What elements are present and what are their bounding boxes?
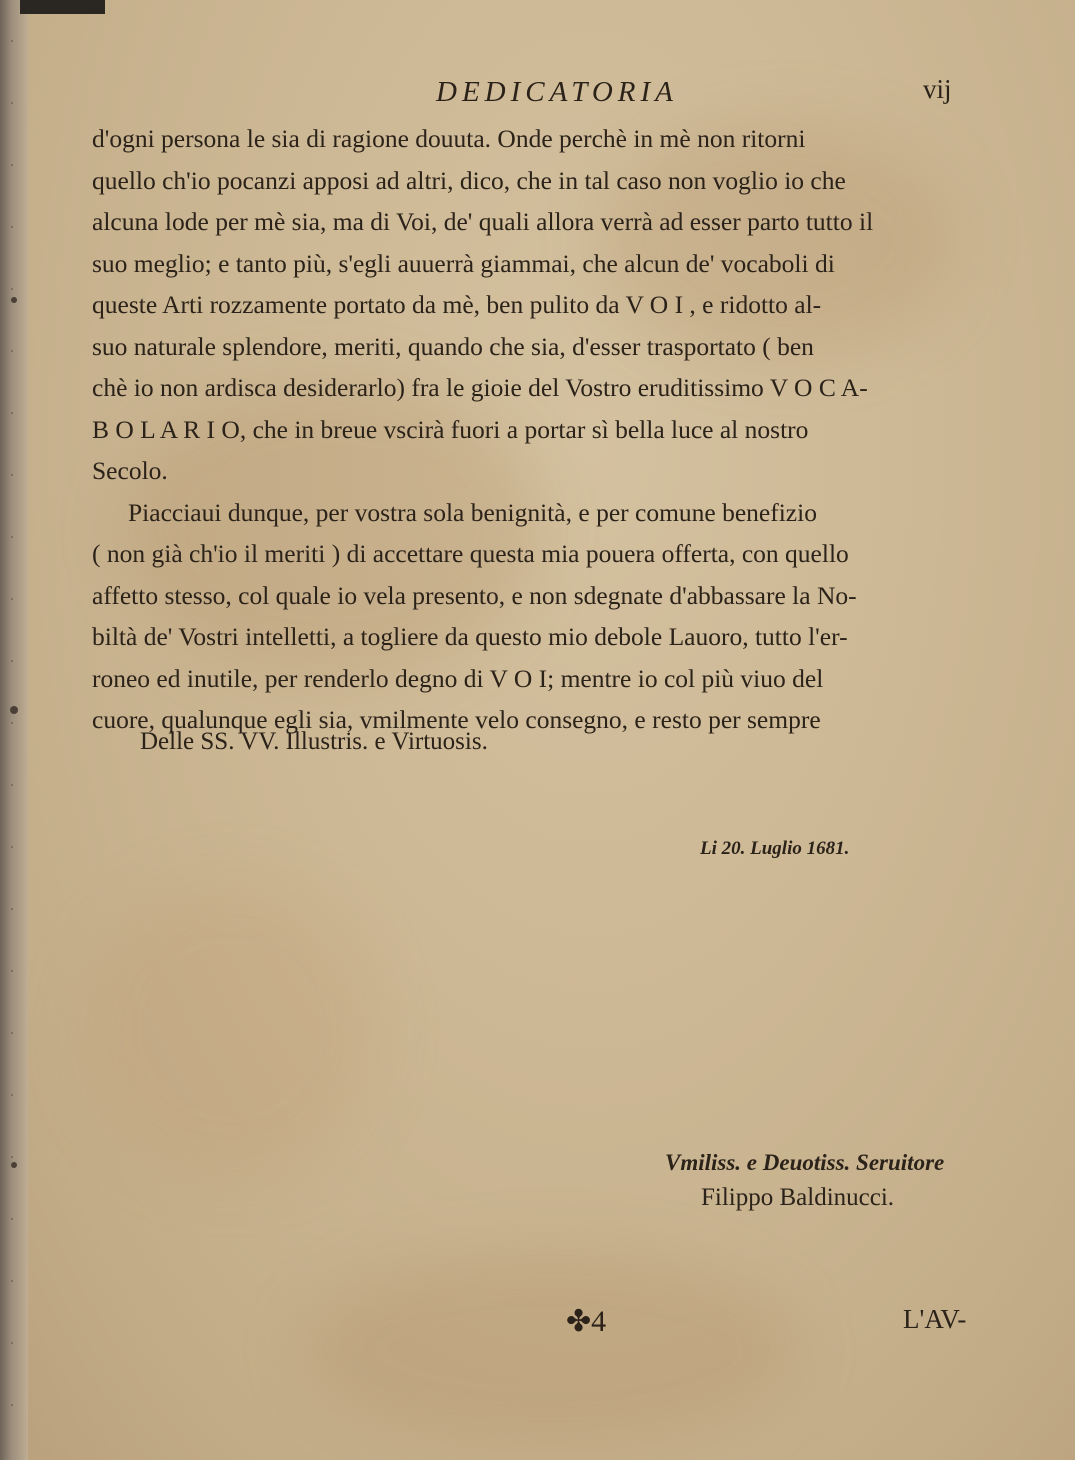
text-line: suo meglio; e tanto più, s'egli auuerrà giammai, che alcun de' vocaboli di	[92, 248, 835, 278]
text-line: chè io non ardisca desiderarlo) fra le gioie del Vostro eruditissimo V O C A-	[92, 373, 868, 402]
paper-stain	[300, 1250, 800, 1450]
signature-block	[665, 1150, 944, 1212]
text-line: quello ch'io pocanzi apposi ad altri, dico, che in tal caso non voglio io che	[92, 165, 846, 195]
signature-name: Filippo Baldinucci.	[701, 1184, 895, 1211]
closing-salutation: Delle SS. VV. Illustris. e Virtuosis.	[140, 728, 488, 755]
page-header	[0, 72, 1075, 112]
text-line: biltà de' Vostri intelletti, a togliere da questo mio debole Lauoro, tutto l'er-	[92, 622, 848, 651]
text-line: queste Arti rozzamente portato da mè, ben pulito da V O I , e ridotto al-	[92, 290, 822, 319]
text-line: affetto stesso, col quale io vela presento, e non sdegnate d'abbassare la No-	[92, 580, 857, 610]
text-line: Secolo.	[92, 456, 168, 485]
signature-title: Vmiliss. e Deuotiss. Seruitore	[665, 1150, 945, 1175]
text-line: B O L A R I O, che in breue vscirà fuori a portar sì bella luce al nostro	[92, 414, 809, 444]
text-line: suo naturale splendore, meriti, quando che sia, d'esser trasportato ( ben	[92, 331, 814, 361]
text-line: alcuna lode per mè sia, ma di Voi, de' quali allora verrà ad esser parto tutto il	[92, 207, 874, 236]
text-line: Piacciaui dunque, per vostra sola benignità, e per comune benefizio	[128, 497, 817, 527]
letter-date: Li 20. Luglio 1681.	[700, 838, 850, 859]
catchword: L'AV-	[903, 1304, 967, 1334]
text-line: d'ogni persona le sia di ragione douuta. Onde perchè in mè non ritorni	[92, 124, 806, 153]
running-head: DEDICATORIA	[436, 76, 678, 108]
top-edge-shadow	[20, 0, 105, 14]
body-text	[92, 118, 1002, 741]
signature-mark: ✤4	[566, 1305, 607, 1338]
binding-stitch-marks	[4, 0, 24, 1460]
text-line: cuore, qualunque egli sia, vmilmente velo consegno, e resto per sempre	[92, 705, 821, 734]
text-line: ( non già ch'io il meriti ) di accettare questa mia pouera offerta, con quello	[92, 539, 849, 568]
paper-stain	[80, 880, 380, 1180]
folio-number: vij	[923, 74, 952, 104]
text-line: roneo ed inutile, per renderlo degno di V O I; mentre io col più viuo del	[92, 663, 824, 693]
